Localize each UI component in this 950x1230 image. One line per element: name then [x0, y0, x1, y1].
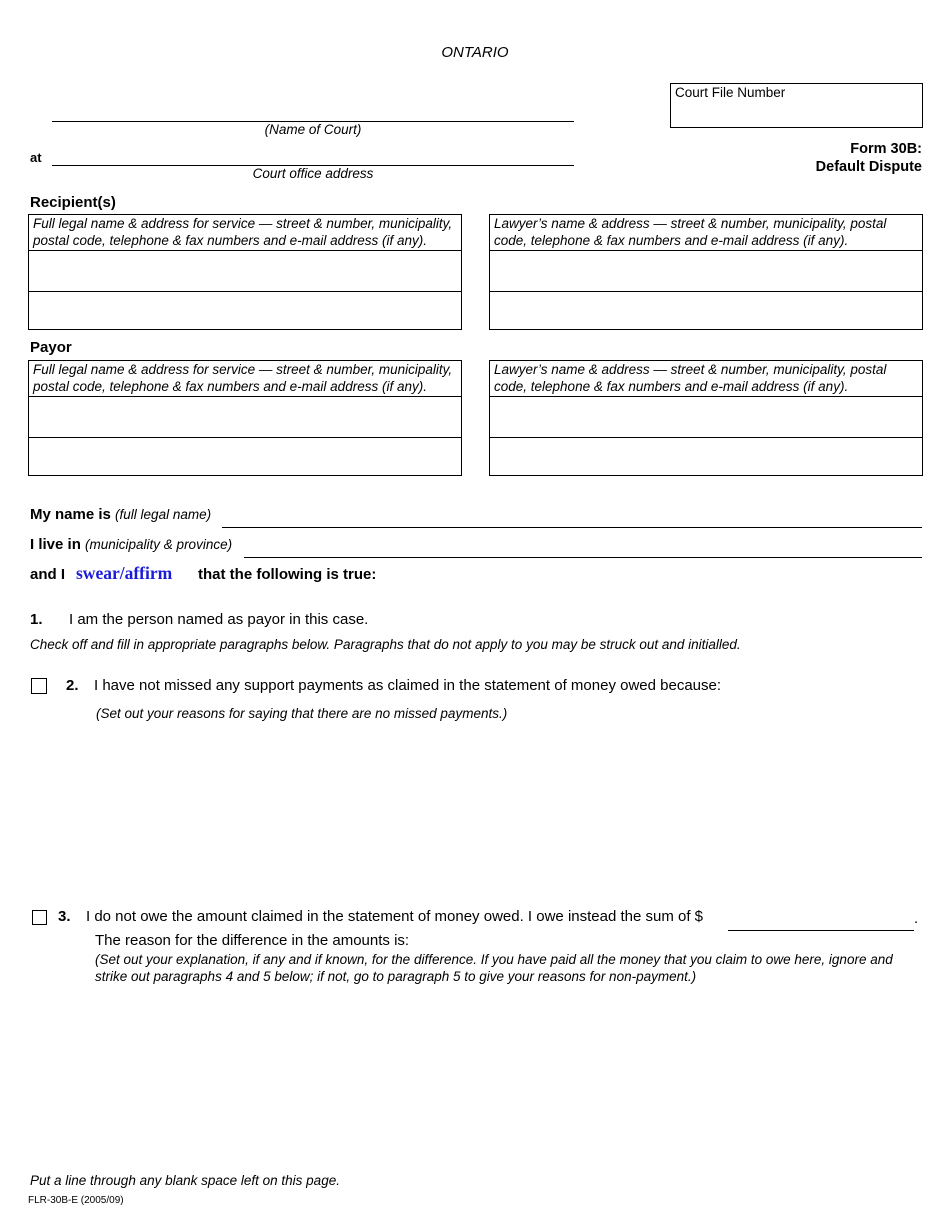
paragraph1-number: 1. [30, 611, 43, 628]
paragraph3-reason-intro: The reason for the difference in the amounts is: [95, 932, 410, 949]
payor-party-header: Full legal name & address for service — street & number, municipality, postal code, telephone & fax numbers and e-mail address (if any). [29, 361, 461, 397]
paragraph2-reasons-input[interactable] [94, 728, 924, 902]
i-live-in-row [30, 536, 232, 553]
recipient-party-table [28, 214, 462, 330]
form-number: Form 30B: [850, 141, 922, 157]
paragraph3-explanation-input[interactable] [94, 990, 924, 1159]
payor-lawyer-table [489, 360, 923, 476]
full-legal-name-input[interactable] [224, 508, 920, 526]
recipients-heading: Recipient(s) [30, 194, 116, 211]
oath-choice-select[interactable]: swear/affirm [76, 563, 173, 583]
payor-lawyer-input-1[interactable] [490, 397, 922, 437]
municipality-line [244, 557, 922, 558]
recipient-lawyer-input-1[interactable] [490, 251, 922, 291]
name-of-court-caption: (Name of Court) [264, 122, 362, 137]
court-office-address-input[interactable] [52, 146, 572, 164]
paragraph3-period: . [914, 910, 919, 927]
recipient-lawyer-input-2[interactable] [490, 292, 922, 331]
payor-party-table [28, 360, 462, 476]
i-live-in-label: I live in [30, 536, 81, 553]
payor-party-input-1[interactable] [29, 397, 461, 437]
recipient-lawyer-table [489, 214, 923, 330]
form-code: FLR-30B-E (2005/09) [28, 1195, 124, 1206]
my-name-label: My name is [30, 506, 111, 523]
court-file-number-label: Court File Number [675, 85, 786, 100]
paragraph1-text: I am the person named as payor in this case. [69, 611, 369, 628]
and-i-label: and I [30, 566, 66, 583]
payor-lawyer-input-2[interactable] [490, 438, 922, 477]
court-file-number-box [670, 83, 923, 128]
paragraph2-checkbox[interactable] [31, 678, 47, 694]
paragraph2-hint: (Set out your reasons for saying that there are no missed payments.) [96, 706, 508, 721]
jurisdiction-title: ONTARIO [441, 44, 509, 61]
instructions-text: Check off and fill in appropriate paragraphs below. Paragraphs that do not apply to you may be struck out and initialled. [30, 637, 741, 652]
payor-heading: Payor [30, 339, 72, 356]
recipient-party-input-1[interactable] [29, 251, 461, 291]
recipient-party-header: Full legal name & address for service — street & number, municipality, postal code, telephone & fax numbers and e-mail address (if any). [29, 215, 461, 251]
amount-owed-line [728, 930, 914, 931]
payor-lawyer-header: Lawyer’s name & address — street & number, municipality, postal code, telephone & fax numbers and e-mail address (if any). [490, 361, 922, 397]
paragraph3-text: I do not owe the amount claimed in the statement of money owed. I owe instead the sum of $ [86, 908, 704, 925]
paragraph3-hint: (Set out your explanation, if any and if known, for the difference. If you have paid all the money that you claim to owe here, ignore and strike out paragraphs 4 and 5 below; if not, go to paragraph 5 to give your reasons for non-payment.) [95, 952, 893, 984]
paragraph2-number: 2. [66, 677, 79, 694]
name-of-court-input[interactable] [52, 102, 572, 120]
blank-space-note: Put a line through any blank space left on this page. [30, 1173, 340, 1188]
municipality-hint: (municipality & province) [85, 537, 233, 552]
paragraph3-number: 3. [58, 908, 71, 925]
court-file-number-input[interactable] [675, 106, 915, 124]
following-true-label: that the following is true: [198, 566, 377, 583]
municipality-input[interactable] [246, 538, 920, 556]
court-office-address-caption: Court office address [252, 166, 374, 181]
form-title: Default Dispute [815, 159, 922, 175]
full-legal-name-hint: (full legal name) [115, 507, 212, 522]
full-legal-name-line [222, 527, 922, 528]
my-name-row [30, 506, 211, 523]
paragraph3-checkbox[interactable] [32, 910, 47, 925]
recipient-party-input-2[interactable] [29, 292, 461, 331]
amount-owed-input[interactable] [730, 911, 912, 929]
payor-party-input-2[interactable] [29, 438, 461, 477]
paragraph2-text: I have not missed any support payments as claimed in the statement of money owed because: [94, 677, 722, 694]
at-label: at [30, 150, 42, 165]
recipient-lawyer-header: Lawyer’s name & address — street & number, municipality, postal code, telephone & fax numbers and e-mail address (if any). [490, 215, 922, 251]
